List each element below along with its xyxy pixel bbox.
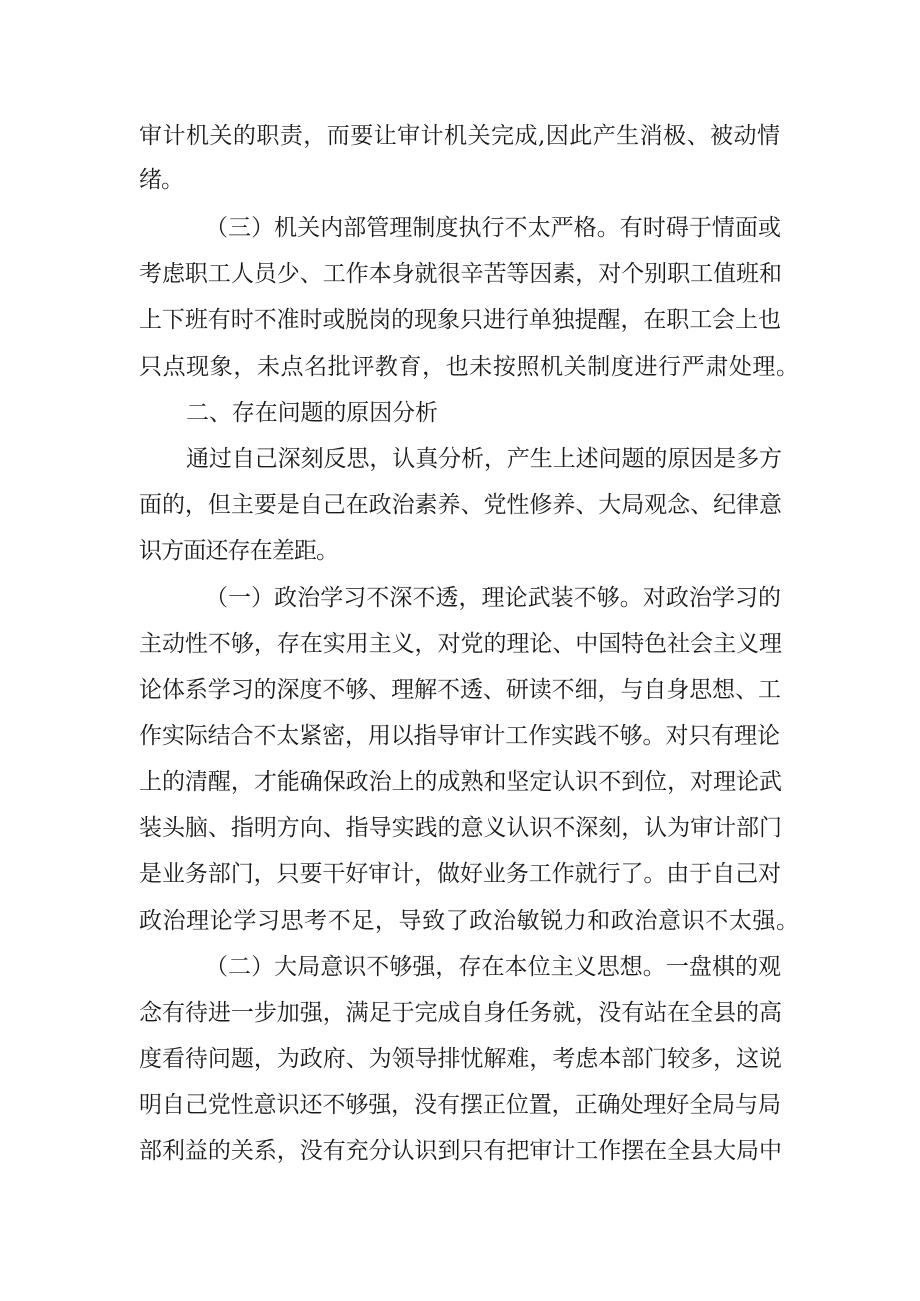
text-line (0, 347, 920, 387)
text-line (0, 439, 920, 479)
text-line (0, 716, 920, 756)
text-line (0, 578, 920, 618)
line-text: 念有待进一步加强，满足于完成自身任务就，没有站在全县的高 (139, 1000, 782, 1026)
line-text: 是业务部门，只要干好审计，做好业务工作就行了。由于自己对 (139, 861, 781, 887)
line-text: 装头脑、指明方向、指导实践的意义认识不深刻，认为审计部门 (139, 815, 782, 841)
line-text: 论体系学习的深度不够、理解不透、研读不细，与自身思想、工 (139, 677, 781, 703)
text-line (0, 1039, 920, 1079)
text-line (0, 670, 920, 710)
text-line (0, 160, 920, 200)
line-text: 度看待问题，为政府、为领导排忧解难，考虑本部门较多，这说 (139, 1046, 782, 1072)
section-heading (0, 393, 920, 433)
line-text: 作实际结合不太紧密，用以指导审计工作实践不够。对只有理论 (139, 723, 780, 749)
line-text: 上下班有时不准时或脱岗的现象只进行单独提醒，在职工会上也 (139, 307, 781, 333)
text-line (0, 901, 920, 941)
line-text: 考虑职工人员少、工作本身就很辛苦等因素，对个别职工值班和 (139, 261, 782, 287)
line-text: 二、存在问题的原因分析 (186, 400, 438, 426)
line-text: 主动性不够，存在实用主义，对党的理论、中国特色社会主义理 (139, 631, 782, 657)
text-line (0, 762, 920, 802)
line-text: 部利益的关系，没有充分认识到只有把审计工作摆在全县大局中 (139, 1138, 782, 1164)
line-text: 只点现象，未点名批评教育，也未按照机关制度进行严肃处理。 (139, 354, 800, 380)
text-line (0, 1131, 920, 1171)
text-line (0, 208, 920, 248)
text-line (0, 1085, 920, 1125)
text-line (0, 485, 920, 525)
line-text: （一）政治学习不深不透，理论武装不够。对政治学习的 (205, 585, 782, 611)
text-line (0, 854, 920, 894)
text-line (0, 624, 920, 664)
line-text: 上的清醒，才能确保政治上的成熟和坚定认识不到位，对理论武 (139, 769, 782, 795)
line-text: 明自己党性意识还不够强，没有摆正位置，正确处理好全局与局 (139, 1092, 781, 1118)
line-text: （三）机关内部管理制度执行不太严格。有时碍于情面或 (205, 215, 782, 241)
line-text: 政治理论学习思考不足，导致了政治敏锐力和政治意识不太强。 (139, 908, 800, 934)
line-text: 面的，但主要是自己在政治素养、党性修养、大局观念、纪律意 (139, 492, 782, 518)
text-line (0, 808, 920, 848)
text-line (0, 993, 920, 1033)
line-text: 通过自己深刻反思，认真分析，产生上述问题的原因是多方 (186, 446, 782, 472)
line-text: 审计机关的职责，而要让审计机关完成,因此产生消极、被动情 (139, 123, 781, 149)
line-text: （二）大局意识不够强，存在本位主义思想。一盘棋的观 (205, 954, 782, 980)
text-line (0, 254, 920, 294)
text-line (0, 947, 920, 987)
text-line (0, 531, 920, 571)
line-text: 识方面还存在差距。 (139, 538, 339, 564)
text-line (0, 300, 920, 340)
line-text: 绪。 (139, 167, 183, 193)
text-line (0, 116, 920, 156)
